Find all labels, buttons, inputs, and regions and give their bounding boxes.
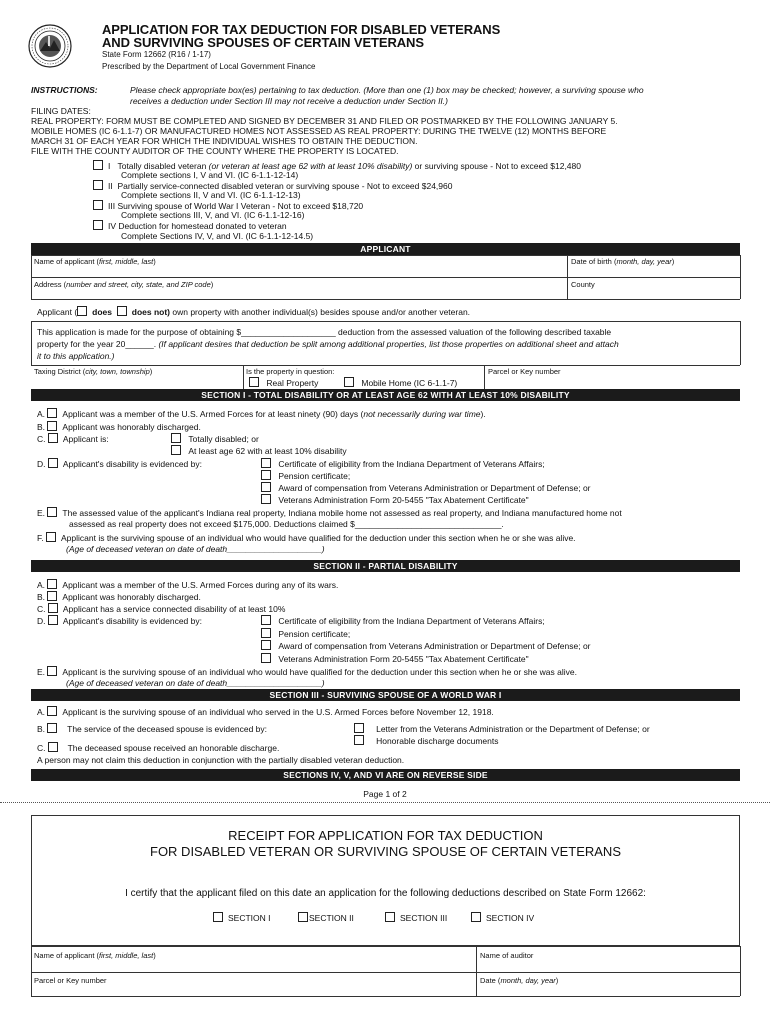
s2-e-age: (Age of deceased veteran on date of death____________________): [66, 678, 325, 688]
s1-a: A. Applicant was a member of the U.S. Armed Forces for at least ninety (90) days (not necessarily during war time).: [37, 409, 486, 419]
s2-d-opt4: Veterans Administration Form 20-5455 "Tax Abatement Certificate": [261, 653, 529, 664]
s2-d-opt1: Certificate of eligibility from the Indiana Department of Veterans Affairs;: [261, 615, 545, 626]
s1-c-checkbox[interactable]: [48, 433, 58, 443]
instructions-line1: Please check appropriate box(es) pertaining to tax deduction. (More than one (1) box may be checked; however, a surviving spouse who: [130, 85, 644, 95]
option-3: III Surviving spouse of World War I Veteran - Not to exceed $18,720: [93, 200, 363, 211]
receipt-date-field[interactable]: Date (month, day, year): [480, 976, 559, 985]
s2-c-checkbox[interactable]: [48, 603, 58, 613]
property-question: Is the property in question:: [246, 367, 335, 376]
s1-b: B. Applicant was honorably discharged.: [37, 422, 201, 432]
does-not-checkbox[interactable]: [117, 306, 127, 316]
purpose-line1: This application is made for the purpose of obtaining $____________________ deduction from the assessed valuation of the following described taxable: [37, 327, 612, 337]
taxing-district-field[interactable]: Taxing District (city, town, township): [34, 367, 153, 376]
s1-d: D. Applicant's disability is evidenced by:: [37, 459, 202, 469]
option-1: I Totally disabled veteran (or veteran at least age 62 with at least 10% disability) or surviving spouse - Not to exceed $12,480: [93, 160, 581, 171]
receipt-section1: SECTION I: [213, 912, 271, 923]
s1-d-opt1-checkbox[interactable]: [261, 458, 271, 468]
section1-bar: SECTION I - TOTAL DISABILITY OR AT LEAST AGE 62 WITH AT LEAST 10% DISABILITY: [31, 389, 740, 401]
instructions-line2: receives a deduction under Section III may not receive a deduction under Section II.): [130, 96, 448, 106]
receipt-title2: FOR DISABLED VETERAN OR SURVIVING SPOUSE OF CERTAIN VETERANS: [150, 844, 621, 859]
receipt-section4-checkbox[interactable]: [471, 912, 481, 922]
receipt-section3: SECTION III: [385, 912, 447, 923]
s1-d-opt2: Pension certificate;: [261, 470, 350, 481]
does-checkbox[interactable]: [77, 306, 87, 316]
s1-d-opt2-checkbox[interactable]: [261, 470, 271, 480]
real-property-checkbox[interactable]: [249, 377, 259, 387]
option-2: II Partially service-connected disabled veteran or surviving spouse - Not to exceed $24,960: [93, 180, 452, 191]
parcel-field[interactable]: Parcel or Key number: [488, 367, 561, 376]
option-3-checkbox[interactable]: [93, 200, 103, 210]
s3-c: C. The deceased spouse received an honorable discharge.: [37, 743, 280, 753]
form-number: State Form 12662 (R16 / 1-17): [102, 50, 211, 59]
receipt-section1-checkbox[interactable]: [213, 912, 223, 922]
s1-c-opt1: Totally disabled; or: [171, 433, 259, 444]
receipt-certify: I certify that the applicant filed on this date an application for the following deductions described on State Form 12662:: [125, 888, 646, 899]
applicant-name-field[interactable]: Name of applicant (first, middle, last): [34, 257, 156, 266]
s3-b-opt2-checkbox[interactable]: [354, 735, 364, 745]
instructions-label: INSTRUCTIONS:: [31, 85, 98, 95]
s1-e-line2: assessed as real property does not exceed $175,000. Deductions claimed $_______________________________.: [69, 519, 504, 529]
section3-bar: SECTION III - SURVIVING SPOUSE OF A WORLD WAR I: [31, 689, 740, 701]
s1-d-checkbox[interactable]: [48, 458, 58, 468]
filing-county-auditor: FILE WITH THE COUNTY AUDITOR OF THE COUNTY WHERE THE PROPERTY IS LOCATED.: [31, 146, 399, 156]
receipt-section4: SECTION IV: [471, 912, 534, 923]
s1-c: C. Applicant is:: [37, 434, 109, 444]
s2-e-checkbox[interactable]: [47, 666, 57, 676]
county-field[interactable]: County: [571, 280, 595, 289]
s2-d-opt2: Pension certificate;: [261, 628, 350, 639]
s2-a-checkbox[interactable]: [47, 579, 57, 589]
s3-b-opt1: Letter from the Veterans Administration or the Department of Defense; or: [354, 723, 650, 734]
s1-f: F. Applicant is the surviving spouse of an individual who would have qualified for the deduction under this section when he or she was alive.: [37, 533, 576, 543]
option-1-sub: Complete sections I, V and VI. (IC 6-1.1-12-14): [121, 170, 299, 180]
s3-note: A person may not claim this deduction in conjunction with the partially disabled veteran deduction.: [37, 755, 405, 765]
s3-b-checkbox[interactable]: [47, 723, 57, 733]
s1-e: E. The assessed value of the applicant's Indiana real property, Indiana mobile home not assessed as real property, and Indiana manufactured home not: [37, 508, 622, 518]
tear-line: [0, 802, 770, 803]
owns-property-line: Applicant ( does does not) own property with another individual(s) besides spouse and/or another veteran.: [37, 307, 471, 317]
reverse-side-bar: SECTIONS IV, V, AND VI ARE ON REVERSE SIDE: [31, 769, 740, 781]
applicant-bar: APPLICANT: [31, 243, 740, 255]
s3-b-opt1-checkbox[interactable]: [354, 723, 364, 733]
real-property-option: Real Property: [249, 377, 318, 388]
s2-c: C. Applicant has a service connected disability of at least 10%: [37, 604, 286, 614]
s3-b: B. The service of the deceased spouse is evidenced by:: [37, 724, 268, 734]
mobile-home-checkbox[interactable]: [344, 377, 354, 387]
option-4-checkbox[interactable]: [93, 220, 103, 230]
option-2-sub: Complete sections II, V and VI. (IC 6-1.1-12-13): [121, 190, 301, 200]
s2-a: A. Applicant was a member of the U.S. Armed Forces during any of its wars.: [37, 580, 339, 590]
receipt-section2: SECTION II: [298, 912, 354, 923]
receipt-title1: RECEIPT FOR APPLICATION FOR TAX DEDUCTION: [228, 828, 543, 843]
filing-march: MARCH 31 OF EACH YEAR FOR WHICH THE INDIVIDUAL WISHES TO OBTAIN THE DEDUCTION.: [31, 136, 418, 146]
s1-d-opt1: Certificate of eligibility from the Indiana Department of Veterans Affairs;: [261, 458, 545, 469]
s1-b-checkbox[interactable]: [47, 421, 57, 431]
s2-e: E. Applicant is the surviving spouse of an individual who would have qualified for the deduction under this section when he or she was alive.: [37, 667, 577, 677]
form-title-line1: APPLICATION FOR TAX DEDUCTION FOR DISABLED VETERANS: [102, 22, 501, 37]
receipt-auditor-field[interactable]: Name of auditor: [480, 951, 534, 960]
purpose-line2: property for the year 20______. (If applicant desires that deduction be split among additional properties, list those properties on additional sheet and attach: [37, 339, 619, 349]
s2-d-checkbox[interactable]: [48, 615, 58, 625]
prescribed-by: Prescribed by the Department of Local Government Finance: [102, 62, 316, 71]
s2-d-opt3-checkbox[interactable]: [261, 640, 271, 650]
purpose-line3: it to this application.): [37, 351, 115, 361]
s2-d-opt2-checkbox[interactable]: [261, 628, 271, 638]
s1-a-checkbox[interactable]: [47, 408, 57, 418]
s2-d-opt3: Award of compensation from Veterans Administration or Department of Defense; or: [261, 640, 591, 651]
option-3-sub: Complete sections III, V, and VI. (IC 6-1.1-12-16): [121, 210, 305, 220]
s2-d: D. Applicant's disability is evidenced by:: [37, 616, 202, 626]
s2-d-opt4-checkbox[interactable]: [261, 653, 271, 663]
s1-c-opt1-checkbox[interactable]: [171, 433, 181, 443]
s1-d-opt4: Veterans Administration Form 20-5455 "Tax Abatement Certificate": [261, 494, 529, 505]
option-4: IV Deduction for homestead donated to veteran: [93, 220, 287, 231]
receipt-parcel-field[interactable]: Parcel or Key number: [34, 976, 107, 985]
s1-f-age: (Age of deceased veteran on date of death____________________): [66, 544, 325, 554]
s1-d-opt3: Award of compensation from Veterans Administration or Department of Defense; or: [261, 482, 591, 493]
address-field[interactable]: Address (number and street, city, state, and ZIP code): [34, 280, 214, 289]
s1-d-opt3-checkbox[interactable]: [261, 482, 271, 492]
s3-b-opt2: Honorable discharge documents: [354, 735, 498, 746]
section2-bar: SECTION II - PARTIAL DISABILITY: [31, 560, 740, 572]
s2-b: B. Applicant was honorably discharged.: [37, 592, 201, 602]
receipt-section3-checkbox[interactable]: [385, 912, 395, 922]
mobile-home-option: Mobile Home (IC 6-1.1-7): [344, 377, 457, 388]
dob-field[interactable]: Date of birth (month, day, year): [571, 257, 675, 266]
receipt-name-field[interactable]: Name of applicant (first, middle, last): [34, 951, 156, 960]
s2-b-checkbox[interactable]: [47, 591, 57, 601]
filing-real-property: REAL PROPERTY: FORM MUST BE COMPLETED AND SIGNED BY DECEMBER 31 AND FILED OR POSTMARKED BY THE FOLLOWING JANUARY 5.: [31, 116, 618, 126]
option-1-checkbox[interactable]: [93, 160, 103, 170]
s3-c-checkbox[interactable]: [48, 742, 58, 752]
filing-mobile-homes: MOBILE HOMES (IC 6-1.1-7) OR MANUFACTURED HOMES NOT ASSESSED AS REAL PROPERTY: DURING THE TWELVE (12) MONTHS BEFORE: [31, 126, 607, 136]
s1-c-opt2: At least age 62 with at least 10% disability: [171, 445, 347, 456]
s1-f-checkbox[interactable]: [46, 532, 56, 542]
page-number: Page 1 of 2: [363, 789, 407, 799]
s1-c-opt2-checkbox[interactable]: [171, 445, 181, 455]
option-4-sub: Complete Sections IV, V, and VI. (IC 6-1.1-12-14.5): [121, 231, 314, 241]
receipt-section2-checkbox[interactable]: [298, 912, 308, 922]
s3-a: A. Applicant is the surviving spouse of an individual who served in the U.S. Armed Forces before November 12, 1918.: [37, 707, 494, 717]
option-2-checkbox[interactable]: [93, 180, 103, 190]
s2-d-opt1-checkbox[interactable]: [261, 615, 271, 625]
s3-a-checkbox[interactable]: [47, 706, 57, 716]
s1-e-checkbox[interactable]: [47, 507, 57, 517]
s1-d-opt4-checkbox[interactable]: [261, 494, 271, 504]
state-seal: [28, 24, 72, 68]
form-title-line2: AND SURVIVING SPOUSES OF CERTAIN VETERANS: [102, 35, 424, 50]
filing-dates-heading: FILING DATES:: [31, 106, 91, 116]
